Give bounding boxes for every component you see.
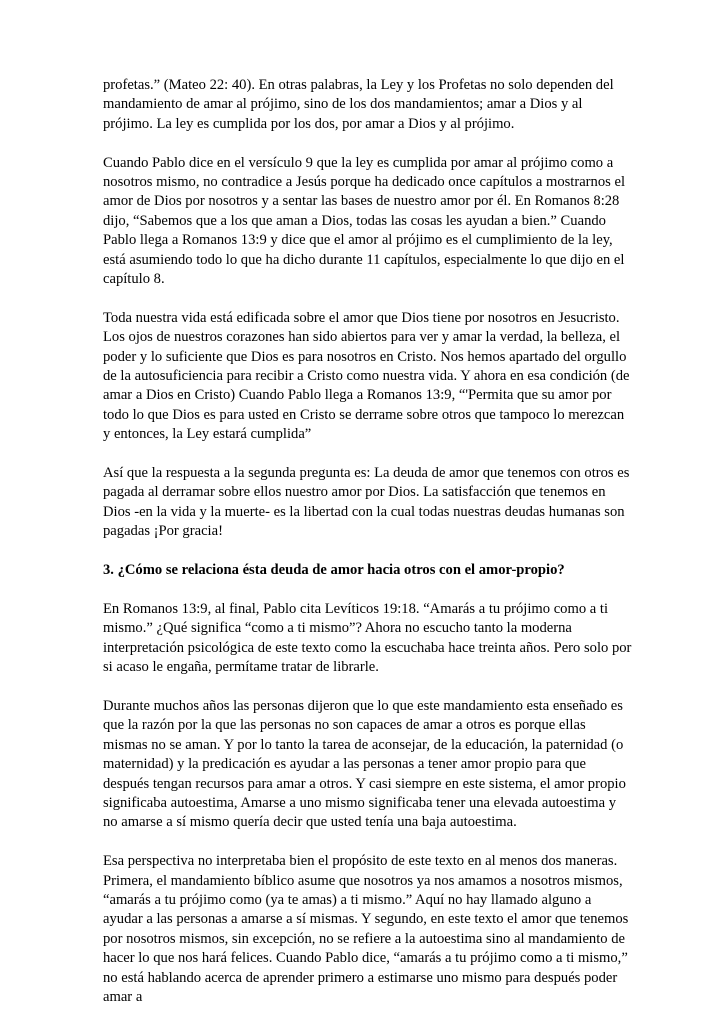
paragraph: Así que la respuesta a la segunda pregunta es: La deuda de amor que tenemos con otros es pagada al derramar sobre ellos nuestro amor por Dios. La satisfacción que tenemos en Dios -en la vida y la muerte- es la libertad con la cual todas nuestras deudas humanas son pagadas ¡Por gracia!: [103, 465, 630, 540]
paragraph: Esa perspectiva no interpretaba bien el propósito de este texto en al menos dos maneras. Primera, el mandamiento bíblico asume que nosotros ya nos amamos a nosotros mismos, “amarás a tu prójimo como (ya te amas) a ti mismo.” Aquí no hay llamado alguno a ayudar a las personas a amarse a sí mismas. Y segundo, en este texto el amor que tenemos por nosotros mismos, sin excepción, no se refiere a la autoestima sino al mandamiento de hacer lo que nos hará felices. Cuando Pablo dice, “amarás a tu prójimo como a ti mismo,” no está hablando acerca de aprender primero a estimarse uno mismo para después poder amar a: [103, 853, 629, 1005]
paragraph: Toda nuestra vida está edificada sobre el amor que Dios tiene por nosotros en Jesucristo. Los ojos de nuestros corazones han sido abiertos para ver y amar la verdad, la belleza, el poder y lo suficiente que Dios es para nosotros en Cristo. Nos hemos apartado del orgullo de la autosuficiencia para recibir a Cristo como nuestra vida. Y ahora en esa condición (de amar a Dios en Cristo) Cuando Pablo llega a Romanos 13:9, “'Permita que su amor por todo lo que Dios es para usted en Cristo se derrame sobre otros que tampoco lo merezcan y entonces, la Ley estará cumplida”: [103, 309, 630, 443]
paragraph: En Romanos 13:9, al final, Pablo cita Levíticos 19:18. “Amarás a tu prójimo como a ti mismo.” ¿Qué significa “como a ti mismo”? Ahora no escucho tanto la moderna interpretación psicológica de este texto como la escuchaba hace treinta años. Pero solo por si acaso le engaña, permítame tratar de librarle.: [103, 600, 632, 676]
section-heading: 3. ¿Cómo se relaciona ésta deuda de amor hacia otros con el amor-propio?: [103, 562, 565, 579]
paragraph: Cuando Pablo dice en el versículo 9 que la ley es cumplida por amar al prójimo como a nosotros mismo, no contradice a Jesús porque ha dedicado once capítulos a mostrarnos el amor de Dios por nosotros y a sentar las bases de nuestro amor por él. En Romanos 8:28 dijo, “Sabemos que a los que aman a Dios, todas las cosas les ayudan a bien.” Cuando Pablo llega a Romanos 13:9 y dice que el amor al prójimo es el cumplimiento de la ley, está asumiendo todo lo que ha dicho durante 11 capítulos, especialmente lo que dijo en el capítulo 8.: [103, 154, 625, 288]
paragraph: Durante muchos años las personas dijeron que lo que este mandamiento esta enseñado es que la razón por la que las personas no son capaces de amar a otros es porque ellas mismas no se aman. Y por lo tanto la tarea de aconsejar, de la educación, la paternidad (o maternidad) y la predicación es ayudar a las personas a tener amor propio para que después tengan recursos para amar a otros. Y casi siempre en este sistema, el amor propio significaba autoestima, Amarse a uno mismo significaba tener una elevada autoestima y no amarse a sí mismo quería decir que usted tenía una baja autoestima.: [103, 697, 626, 831]
paragraph: profetas.” (Mateo 22: 40). En otras palabras, la Ley y los Profetas no solo dependen del mandamiento de amar al prójimo, sino de los dos mandamientos; amar a Dios y al prójimo. La ley es cumplida por los dos, por amar a Dios y al prójimo.: [103, 77, 614, 132]
document-page: [103, 76, 633, 1027]
